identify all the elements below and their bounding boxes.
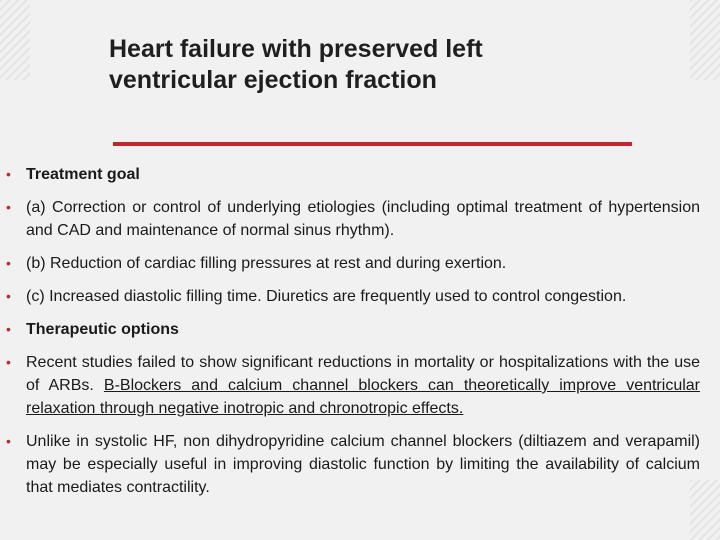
list-item-text-plain: Recent studies failed to show significant reductions in mortality or hospitalizations with the use of ARBs. <box>26 354 700 394</box>
slide-title-line-2: ventricular ejection fraction <box>109 66 437 94</box>
decorative-corner-pattern <box>690 0 720 80</box>
list-item-goal-c <box>6 285 700 308</box>
slide-title <box>109 34 629 96</box>
list-item-text: Treatment goal <box>26 166 140 183</box>
list-item-arbs-and-blockers <box>6 351 700 420</box>
decorative-corner-pattern <box>0 0 30 80</box>
bullet-icon: • <box>6 166 11 182</box>
bullet-list <box>6 163 700 509</box>
list-item-text: Therapeutic options <box>26 321 179 338</box>
bullet-icon: • <box>6 255 11 271</box>
list-item-goal-a <box>6 196 700 242</box>
slide-title-line-1: Heart failure with preserved left <box>109 35 483 63</box>
bullet-icon: • <box>6 321 11 337</box>
list-item-text <box>26 354 700 417</box>
bullet-icon: • <box>6 199 11 215</box>
list-item-therapeutic-options <box>6 318 700 341</box>
list-item-text: (b) Reduction of cardiac filling pressures at rest and during exertion. <box>26 255 507 272</box>
list-item-text-underlined: B-Blockers and calcium channel blockers can theoretically improve ventricular relaxation through negative inotropic and chronotropic effects. <box>26 377 700 417</box>
bullet-icon: • <box>6 433 11 449</box>
title-underline-rule <box>113 142 632 146</box>
list-item-text: (a) Correction or control of underlying etiologies (including optimal treatment of hypertension and CAD and maintenance of normal sinus rhythm). <box>26 199 700 239</box>
bullet-icon: • <box>6 354 11 370</box>
list-item-treatment-goal <box>6 163 700 186</box>
list-item-goal-b <box>6 252 700 275</box>
bullet-icon: • <box>6 288 11 304</box>
list-item-calcium-channel-blockers <box>6 430 700 499</box>
list-item-text: Unlike in systolic HF, non dihydropyridine calcium channel blockers (diltiazem and verapamil) may be especially useful in improving diastolic function by limiting the availability of calcium that mediates contractility. <box>26 433 700 496</box>
list-item-text: (c) Increased diastolic filling time. Diuretics are frequently used to control congestion. <box>26 288 627 305</box>
